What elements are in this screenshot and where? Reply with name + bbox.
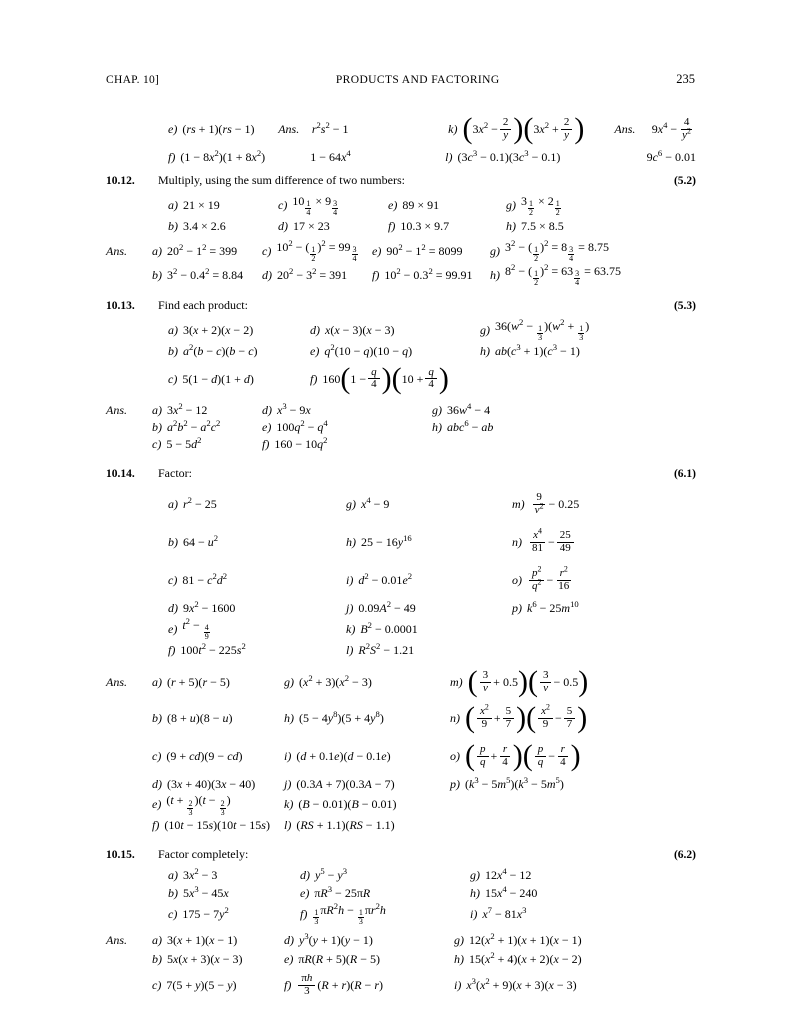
answer-g: g) $36w^4 - 4$ (432, 401, 491, 418)
answer-e: e) $100q^2 - q^4$ (262, 418, 328, 435)
item-b: b) 3.4 × 2.6 (168, 218, 226, 233)
item-c: c) $81 - c^2d^2$ (168, 571, 228, 588)
answer-list (106, 931, 696, 1000)
answer-d: d) $y^3(y + 1)(y - 1)$ (284, 930, 373, 947)
ans-label: Ans. (106, 243, 127, 258)
item-i: i) $x^7 - 81x^3$ (470, 905, 527, 922)
exercise-row (168, 902, 696, 926)
answer-e: $r^2s^2 - 1$ (311, 119, 349, 136)
item-o: o) $\frac{p^2}{q^2}$ − $\frac{r^2}{16}$ (512, 564, 570, 592)
answer-a: a) $3x^2 - 12$ (152, 401, 208, 418)
answer-h: h) $(5 - 4y^8)(5 + 4y^8)$ (284, 709, 384, 726)
answer-c: c) 7(5 + y)(5 − y) (152, 978, 237, 993)
exercise-list (168, 866, 696, 926)
item-l: l) $R^2S^2 - 1.21$ (346, 641, 415, 658)
item-f: f) $(1 - 8x^2)(1 + 8x^2)$ (168, 147, 266, 164)
answer-g: g) $3^2$ − ( $\frac{1}{2}$ )$^2$ = 8 $\frac{3}{4}$ = 8.75 (490, 237, 609, 263)
answer-m: m) ( $\frac{3}{v}$ + 0.5 ) ( $\frac{3}{v}$ − 0.5 ) (450, 665, 589, 699)
item-f: f) $100t^2 - 225s^2$ (168, 641, 246, 658)
answer-g: g) $12(x^2 + 1)(x + 1)(x - 1)$ (454, 930, 582, 947)
item-g: g) $12x^4 - 12$ (470, 866, 532, 883)
answer-h: h) $15(x^2 + 4)(x + 2)(x - 2)$ (454, 950, 582, 967)
answer-k: k) (B − 0.01)(B − 0.01) (284, 797, 397, 812)
page-content (106, 110, 696, 1002)
answer-row (106, 699, 696, 737)
answer-n: n) ( $\frac{x^2}{9}$ + $\frac{5}{7}$ ) ( $\frac{x^2}{9}$ − $\frac{5}{7}$ ) (450, 701, 588, 735)
exercise-row (168, 217, 696, 235)
answer-d: d) $20^2 - 3^2 = 391$ (262, 265, 348, 282)
exercise-row (168, 599, 696, 617)
item-i: i) $d^2 - 0.01e^2$ (346, 571, 413, 588)
item-e: e) 89 × 91 (388, 197, 440, 212)
item-h: h) $ab(c^3 + 1)(c^3 - 1)$ (480, 341, 580, 358)
exercise-list (168, 485, 696, 659)
item-c: c) $175 - 7y^2$ (168, 905, 229, 922)
page-number: 235 (676, 72, 695, 86)
answer-i: i) $x^3(x^2 + 9)(x + 3)(x - 3)$ (454, 976, 577, 993)
problem-heading (106, 465, 696, 483)
exercise-row (168, 193, 696, 217)
page-header (106, 72, 695, 87)
answer-row (106, 931, 696, 948)
problem-reference: (5.3) (673, 300, 696, 313)
answer-f: f) $\frac{\pi h}{3}$ (R + r)(R − r) (284, 972, 383, 997)
item-p: p) $k^6 - 25m^{10}$ (512, 599, 579, 616)
answer-c: c) $10^2$ − ( $\frac{1}{2}$ )$^2$ = 99 $\frac{3}{4}$ (262, 237, 357, 263)
problem-10-15 (106, 846, 696, 1001)
item-h: h) $15x^4 - 240$ (470, 884, 538, 901)
answer-list (106, 665, 696, 833)
ans-label-k: Ans. (614, 121, 636, 136)
ans-label-e: Ans. (278, 121, 300, 136)
answer-j: j) (0.3A + 7)(0.3A − 7) (284, 776, 395, 791)
answer-row (106, 817, 696, 834)
problem-heading (106, 846, 696, 864)
answer-f: $1 - 64x^4$ (310, 147, 351, 164)
item-a: a) $r^2 - 25$ (168, 495, 217, 512)
answer-row (106, 970, 696, 1000)
item-d: d) x(x − 3)(x − 3) (310, 322, 395, 337)
item-d: d) $9x^2 - 1600$ (168, 599, 236, 616)
item-j: j) $0.09A^2 - 49$ (346, 599, 416, 616)
answer-a: a) $20^2 - 1^2 = 399$ (152, 241, 238, 258)
item-b: b) $a^2(b - c)(b - c)$ (168, 341, 258, 358)
exercise-row (168, 342, 696, 360)
answer-e: e) $90^2 - 1^2 = 8099$ (372, 241, 463, 258)
answer-l: l) (RS + 1.1)(RS − 1.1) (284, 818, 395, 833)
answer-row (106, 402, 696, 419)
problem-10-14 (106, 465, 696, 834)
answer-l: $9c^6 - 0.01$ (646, 147, 696, 164)
answer-b: b) 5x(x + 3)(x − 3) (152, 952, 243, 967)
item-d: d) $y^5 - y^3$ (300, 866, 348, 883)
item-n: n) $\frac{x^4}{81}$ − $\frac{25}{49}$ (512, 530, 576, 554)
problem-heading (106, 172, 696, 190)
answer-a: a) 3(x + 1)(x − 1) (152, 932, 238, 947)
answer-e: e) (t + $\frac{2}{3}$ )(t − $\frac{2}{3}$ ) (152, 793, 231, 817)
answer-row (106, 737, 696, 775)
answer-p: p) $(k^3 - 5m^5)(k^3 - 5m^5)$ (450, 774, 564, 791)
answer-b: b) (8 + u)(8 − u) (152, 711, 233, 726)
answer-o: o) ( $\frac{p}{q}$ + $\frac{r}{4}$ ) ( $\frac{p}{q}$ − $\frac{r}{4}$ ) (450, 739, 581, 773)
answer-f: f) $10^2 - 0.3^2 = 99.91$ (372, 265, 473, 282)
item-e: e) $q^2(10 - q)(10 - q)$ (310, 341, 413, 358)
exercise-row (168, 110, 696, 148)
answer-e: e) πR(R + 5)(R − 5) (284, 952, 380, 967)
item-a: a) 3(x + 2)(x − 2) (168, 322, 254, 337)
item-g: g) $x^4 - 9$ (346, 495, 390, 512)
answer-row (106, 419, 696, 436)
problem-10-12 (106, 172, 696, 287)
item-a: a) 21 × 19 (168, 197, 220, 212)
exercise-row (168, 866, 696, 884)
item-k: k) $B^2 - 0.0001$ (346, 620, 418, 637)
item-h: h) $25 - 16y^{16}$ (346, 533, 412, 550)
exercise-row (168, 485, 696, 523)
continued-exercise-rows (168, 110, 696, 166)
problem-reference: (5.2) (673, 175, 696, 187)
chapter-label: CHAP. 10] (106, 74, 160, 86)
exercise-list (168, 318, 696, 398)
item-b: b) $64 - u^2$ (168, 533, 219, 550)
item-a: a) $3x^2 - 3$ (168, 866, 218, 883)
answer-f: f) $160 - 10q^2$ (262, 435, 328, 452)
answer-b: b) $3^2 - 0.4^2 = 8.84$ (152, 265, 244, 282)
answer-d: d) $x^3 - 9x$ (262, 401, 311, 418)
answer-row (106, 436, 696, 453)
item-m: m) $\frac{9}{v^2}$ − 0.25 (512, 491, 580, 516)
item-l: l) $(3c^3 - 0.1)(3c^3 - 0.1)$ (445, 147, 561, 164)
answer-b: b) $a^2b^2 - a^2c^2$ (152, 418, 221, 435)
answer-g: g) $(x^2 + 3)(x^2 - 3)$ (284, 673, 372, 690)
exercise-row (168, 148, 696, 166)
problem-10-13 (106, 297, 696, 453)
exercise-row (168, 318, 696, 342)
item-g: g) 3 $\frac{1}{2}$ × 2 $\frac{1}{2}$ (506, 193, 560, 217)
answer-row (106, 792, 696, 816)
problem-text: Factor completely: (158, 846, 249, 861)
item-e: e) $\pi R^3 - 25\pi R$ (300, 884, 371, 901)
item-f: f) $\frac{1}{3}$ $\pi R^2h$ − $\frac{1}{3}$ $\pi r^2h$ (300, 901, 386, 927)
page-title: PRODUCTS AND FACTORING (335, 74, 500, 86)
answer-a: a) (r + 5)(r − 5) (152, 675, 230, 690)
answer-f: f) (10t − 15s)(10t − 15s) (152, 818, 270, 833)
answer-d: d) (3x + 40)(3x − 40) (152, 776, 256, 791)
problem-heading (106, 297, 696, 315)
answer-row (106, 239, 696, 263)
problem-number: 10.13. (106, 300, 135, 313)
problem-reference: (6.1) (673, 467, 696, 480)
answer-h: h) abc$^6$ − ab (432, 418, 494, 435)
item-h: h) 7.5 × 8.5 (506, 218, 564, 233)
answer-i: i) (d + 0.1e)(d − 0.1e) (284, 749, 391, 764)
answer-row (106, 665, 696, 699)
item-k: k) ( $3x^2$ − $\frac{2}{y}$ ) ( $3x^2$ + $\frac{2}{y}$ ) (448, 112, 585, 145)
item-c: c) 10 $\frac{1}{4}$ × 9 $\frac{3}{4}$ (278, 193, 338, 217)
item-c: c) 5(1 − d)(1 + d) (168, 371, 254, 386)
problem-reference: (6.2) (673, 848, 696, 861)
exercise-row (168, 617, 696, 641)
item-e: e) (rs + 1)(rs − 1) (168, 121, 255, 136)
problem-text: Find each product: (158, 298, 248, 313)
answer-k: $9x^4$ − $\frac{4}{y^2}$ (651, 115, 691, 141)
item-b: b) $5x^3 - 45x$ (168, 884, 229, 901)
answer-c: c) (9 + cd)(9 − cd) (152, 749, 243, 764)
item-f: f) 160 ( 1 − $\frac{q}{4}$ ) ( 10 + $\frac{q}{4}$ ) (310, 361, 449, 395)
exercise-row (168, 360, 696, 398)
answer-row (106, 775, 696, 792)
ans-label: Ans. (106, 403, 127, 418)
problem-text: Multiply, using the sum difference of two numbers: (158, 173, 405, 187)
item-g: g) $36(w^2$ − $\frac{1}{3}$ )($w^2$ + $\frac{1}{3}$ ) (480, 316, 590, 342)
item-f: f) 10.3 × 9.7 (388, 218, 450, 233)
problem-number: 10.14. (106, 467, 135, 480)
problem-number: 10.15. (106, 848, 135, 861)
problem-number: 10.12. (106, 175, 135, 187)
answer-h: h) $8^2$ − ( $\frac{1}{2}$ )$^2$ = 63 $\frac{3}{4}$ = 63.75 (490, 261, 621, 288)
item-d: d) 17 × 23 (278, 218, 330, 233)
exercise-row (168, 641, 696, 659)
exercise-list (168, 193, 696, 235)
answer-list (106, 239, 696, 287)
exercise-row (168, 523, 696, 561)
answer-c: c) $5 - 5d^2$ (152, 435, 202, 452)
answer-row (106, 263, 696, 287)
problem-text: Factor: (158, 465, 192, 480)
answer-list (106, 402, 696, 453)
item-e: e) $t^2$ − $\frac{4}{9}$ (168, 616, 209, 642)
ans-label: Ans. (106, 675, 127, 690)
answer-row (106, 948, 696, 970)
exercise-row (168, 884, 696, 902)
exercise-row (168, 561, 696, 599)
ans-label: Ans. (106, 932, 127, 947)
